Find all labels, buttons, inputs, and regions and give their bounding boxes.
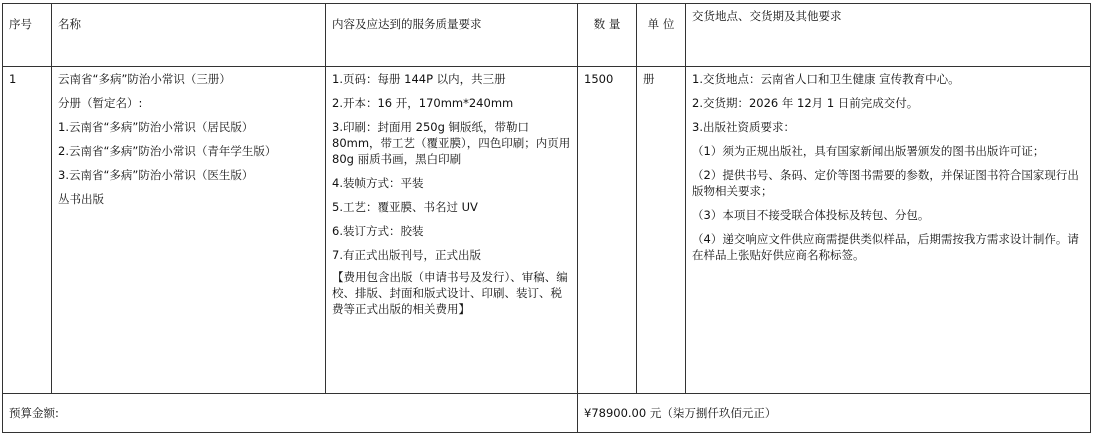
requirement-line: 7.有正式出版刊号，正式出版 (332, 248, 481, 262)
header-unit: 单 位 (637, 4, 686, 67)
requirement-line: 3.印刷：封面用 250g 铜版纸，带勒口 80mm，带工艺（覆亚膜），四色印刷；内页用 80g 丽质书画，黑白印刷 (332, 120, 571, 166)
header-row (3, 4, 1091, 67)
delivery-line: （4）递交响应文件供应商需提供类似样品，后期需按我方需求设计制作。请在样品上张贴好供应商名称标签。 (692, 232, 1079, 262)
cell-delivery (686, 67, 1091, 394)
delivery-line: （3）本项目不接受联合体投标及转包、分包。 (692, 208, 930, 222)
name-line: 云南省“多病”防治小常识（三册） (58, 72, 231, 86)
requirement-line: 2.开本：16 开，170mm*240mm (332, 96, 514, 110)
delivery-line: （1）须为正规出版社，具有国家新闻出版署颁发的图书出版许可证； (692, 144, 1045, 158)
cell-name (52, 67, 326, 394)
name-line: 1.云南省“多病”防治小常识（居民版） (58, 120, 254, 134)
delivery-line: （2）提供书号、条码、定价等图书需要的参数，并保证图书符合国家现行出版物相关要求； (692, 168, 1079, 198)
header-delivery: 交货地点、交货期及其他要求 (686, 4, 1091, 67)
budget-value: ¥78900.00 元（柒万捌仟玖佰元正） (578, 394, 1091, 433)
requirement-line: 6.装订方式：胶装 (332, 224, 424, 238)
delivery-line: 1.交货地点：云南省人口和卫生健康 宣传教育中心。 (692, 72, 960, 86)
name-line: 丛书出版 (58, 192, 104, 206)
procurement-table (2, 3, 1091, 433)
requirement-line: 1.页码：每册 144P 以内，共三册 (332, 72, 506, 86)
cell-no: 1 (3, 67, 52, 394)
table-row (3, 67, 1091, 394)
delivery-line: 2.交货期：2026 年 12月 1 日前完成交付。 (692, 96, 919, 110)
budget-label: 预算金额: (3, 394, 578, 433)
budget-row (3, 394, 1091, 433)
name-line: 3.云南省“多病”防治小常识（医生版） (58, 168, 254, 182)
name-line: 分册（暂定名）: (58, 96, 143, 110)
name-line: 2.云南省“多病”防治小常识（青年学生版） (58, 144, 277, 158)
cell-quantity: 1500 (578, 67, 637, 394)
cell-unit: 册 (637, 67, 686, 394)
cell-requirements (326, 67, 578, 394)
requirement-line: 【费用包含出版（申请书号及发行）、审稿、编校、排版、封面和版式设计、印刷、装订、税费等正式出版的相关费用】 (332, 270, 568, 316)
header-no: 序号 (3, 4, 52, 67)
header-quantity: 数 量 (578, 4, 637, 67)
header-requirements: 内容及应达到的服务质量要求 (326, 4, 578, 67)
requirement-line: 5.工艺：覆亚膜、书名过 UV (332, 200, 478, 214)
requirement-line: 4.装帧方式：平装 (332, 176, 424, 190)
header-name: 名称 (52, 4, 326, 67)
delivery-line: 3.出版社资质要求： (692, 120, 795, 134)
